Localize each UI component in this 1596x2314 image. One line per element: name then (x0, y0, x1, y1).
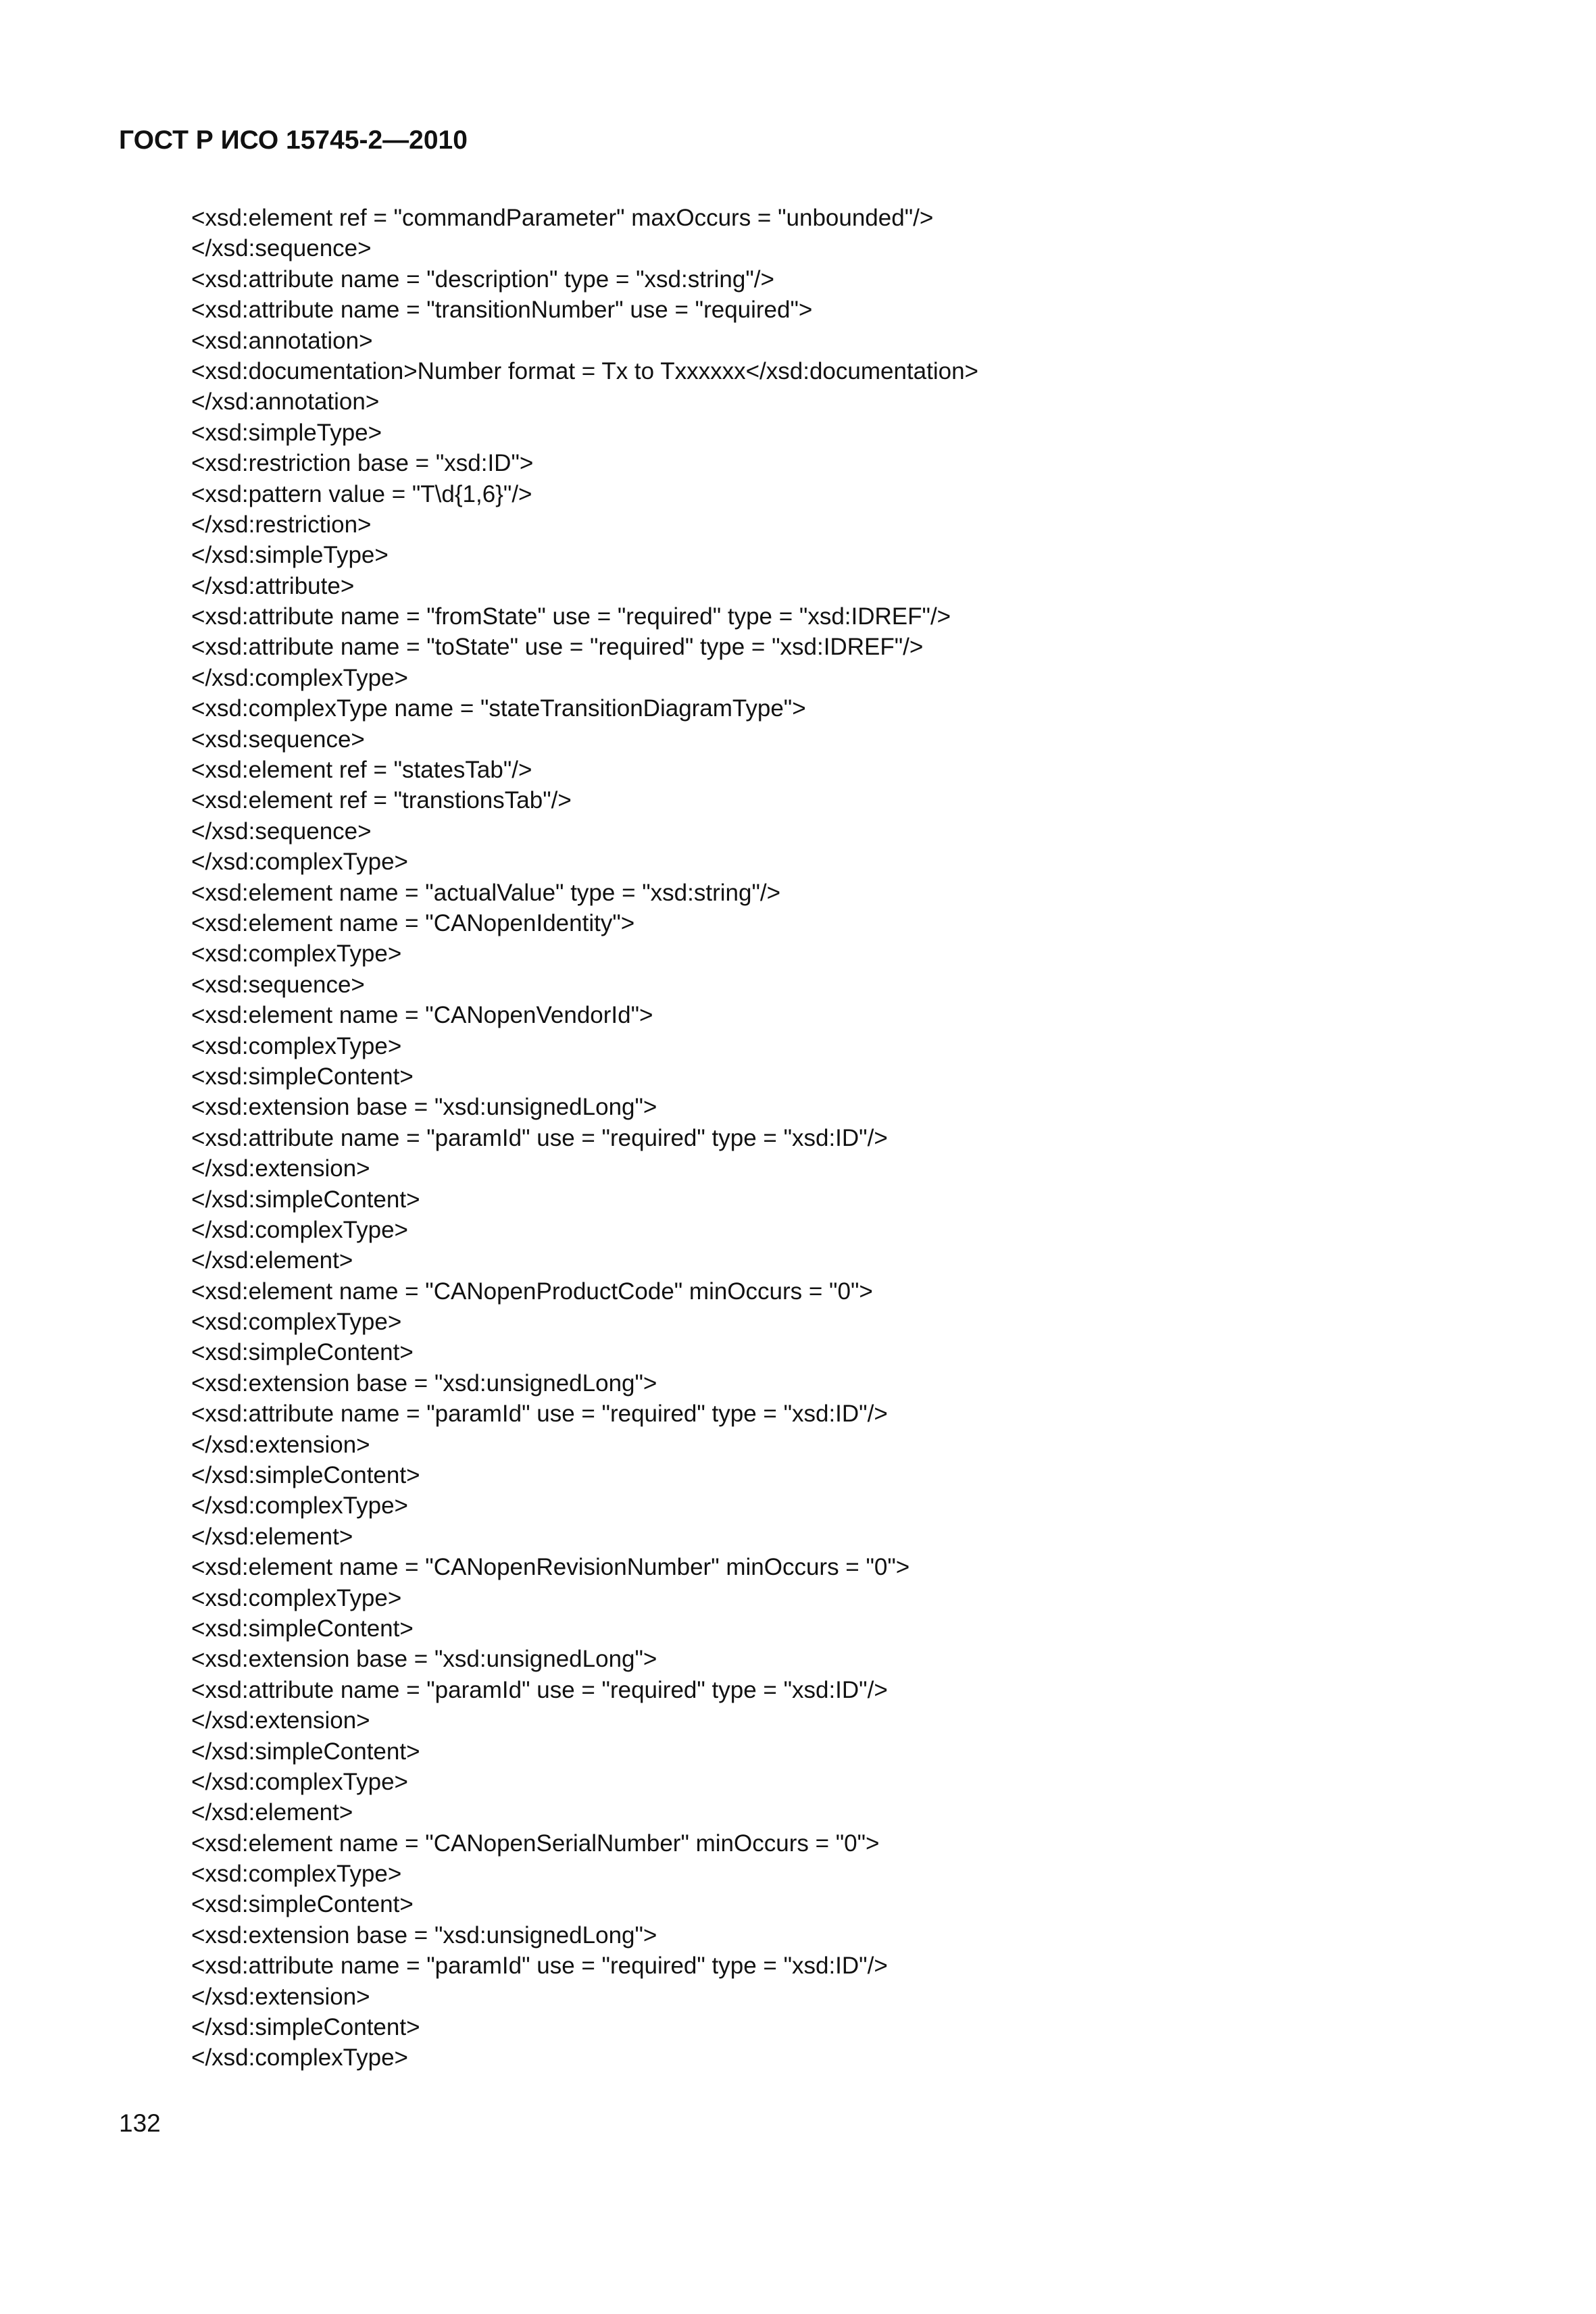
code-line: <xsd:annotation> (191, 327, 373, 354)
code-line: <xsd:complexType> (191, 1032, 402, 1059)
code-line: <xsd:element ref = "transtionsTab"/> (191, 787, 572, 814)
code-line: </xsd:extension> (191, 1983, 370, 2010)
code-line: </xsd:element> (191, 1799, 353, 1826)
code-line: <xsd:element name = "CANopenIdentity"> (191, 909, 635, 936)
code-line: <xsd:extension base = "xsd:unsignedLong"> (191, 1921, 657, 1948)
code-line: </xsd:complexType> (191, 849, 408, 876)
code-line: </xsd:extension> (191, 1431, 370, 1458)
code-line: <xsd:complexType> (191, 940, 402, 967)
code-line: <xsd:element name = "CANopenVendorId"> (191, 1002, 653, 1029)
code-line: </xsd:sequence> (191, 235, 372, 262)
code-line: </xsd:element> (191, 1523, 353, 1550)
code-line: <xsd:attribute name = "transitionNumber" use = "required"> (191, 297, 813, 324)
code-line: </xsd:simpleContent> (191, 1186, 420, 1213)
document-header: ГОСТ Р ИСО 15745-2—2010 (119, 126, 468, 155)
code-line: <xsd:simpleContent> (191, 1339, 414, 1366)
code-line: <xsd:simpleContent> (191, 1891, 414, 1918)
code-line: <xsd:simpleContent> (191, 1615, 414, 1642)
code-line: <xsd:simpleType> (191, 419, 382, 446)
code-line: <xsd:simpleContent> (191, 1063, 414, 1090)
code-line: <xsd:element ref = "statesTab"/> (191, 757, 532, 784)
code-line: <xsd:extension base = "xsd:unsignedLong"> (191, 1369, 657, 1397)
code-line: <xsd:element ref = "commandParameter" maxOccurs = "unbounded"/> (191, 205, 934, 231)
page-number: 132 (119, 2109, 161, 2137)
code-line: </xsd:simpleContent> (191, 1738, 420, 1765)
code-line: <xsd:attribute name = "toState" use = "required" type = "xsd:IDREF"/> (191, 634, 924, 661)
code-line: </xsd:sequence> (191, 818, 372, 845)
code-line: </xsd:simpleContent> (191, 2014, 420, 2041)
code-line: <xsd:element name = "CANopenRevisionNumber" minOccurs = "0"> (191, 1554, 910, 1581)
code-line: <xsd:attribute name = "paramId" use = "required" type = "xsd:ID"/> (191, 1953, 888, 1980)
code-line: <xsd:complexType> (191, 1861, 402, 1888)
code-line: <xsd:restriction base = "xsd:ID"> (191, 450, 534, 477)
code-line: <xsd:element name = "CANopenProductCode" minOccurs = "0"> (191, 1278, 873, 1305)
code-line: <xsd:complexType name = "stateTransitionDiagramType"> (191, 695, 806, 722)
code-line: <xsd:attribute name = "description" type = "xsd:string"/> (191, 266, 774, 293)
code-line: <xsd:sequence> (191, 726, 365, 753)
code-line: <xsd:complexType> (191, 1309, 402, 1336)
code-line: <xsd:complexType> (191, 1584, 402, 1611)
code-line: </xsd:extension> (191, 1707, 370, 1734)
code-line: <xsd:sequence> (191, 971, 365, 998)
code-line: </xsd:attribute> (191, 572, 355, 599)
code-line: <xsd:element name = "CANopenSerialNumber" minOccurs = "0"> (191, 1830, 880, 1857)
code-line: <xsd:attribute name = "paramId" use = "required" type = "xsd:ID"/> (191, 1124, 888, 1151)
code-line: </xsd:element> (191, 1247, 353, 1274)
code-line: <xsd:attribute name = "fromState" use = "required" type = "xsd:IDREF"/> (191, 603, 951, 630)
code-line: <xsd:extension base = "xsd:unsignedLong"> (191, 1646, 657, 1673)
code-line: <xsd:pattern value = "T\d{1,6}"/> (191, 480, 532, 507)
code-line: </xsd:simpleType> (191, 542, 389, 569)
code-line: </xsd:complexType> (191, 1768, 408, 1795)
code-line: <xsd:attribute name = "paramId" use = "required" type = "xsd:ID"/> (191, 1401, 888, 1428)
code-line: </xsd:annotation> (191, 388, 380, 416)
code-line: </xsd:complexType> (191, 1492, 408, 1519)
code-line: </xsd:complexType> (191, 664, 408, 691)
code-line: </xsd:complexType> (191, 1216, 408, 1243)
code-line: <xsd:extension base = "xsd:unsignedLong"> (191, 1094, 657, 1121)
code-line: <xsd:documentation>Number format = Tx to Txxxxxx</xsd:documentation> (191, 357, 978, 384)
code-line: <xsd:element name = "actualValue" type = "xsd:string"/> (191, 879, 781, 906)
code-line: <xsd:attribute name = "paramId" use = "required" type = "xsd:ID"/> (191, 1676, 888, 1703)
code-line: </xsd:simpleContent> (191, 1462, 420, 1489)
code-line: </xsd:complexType> (191, 2044, 408, 2071)
code-line: </xsd:extension> (191, 1155, 370, 1182)
xsd-code-listing (191, 203, 978, 2073)
code-line: </xsd:restriction> (191, 511, 372, 538)
